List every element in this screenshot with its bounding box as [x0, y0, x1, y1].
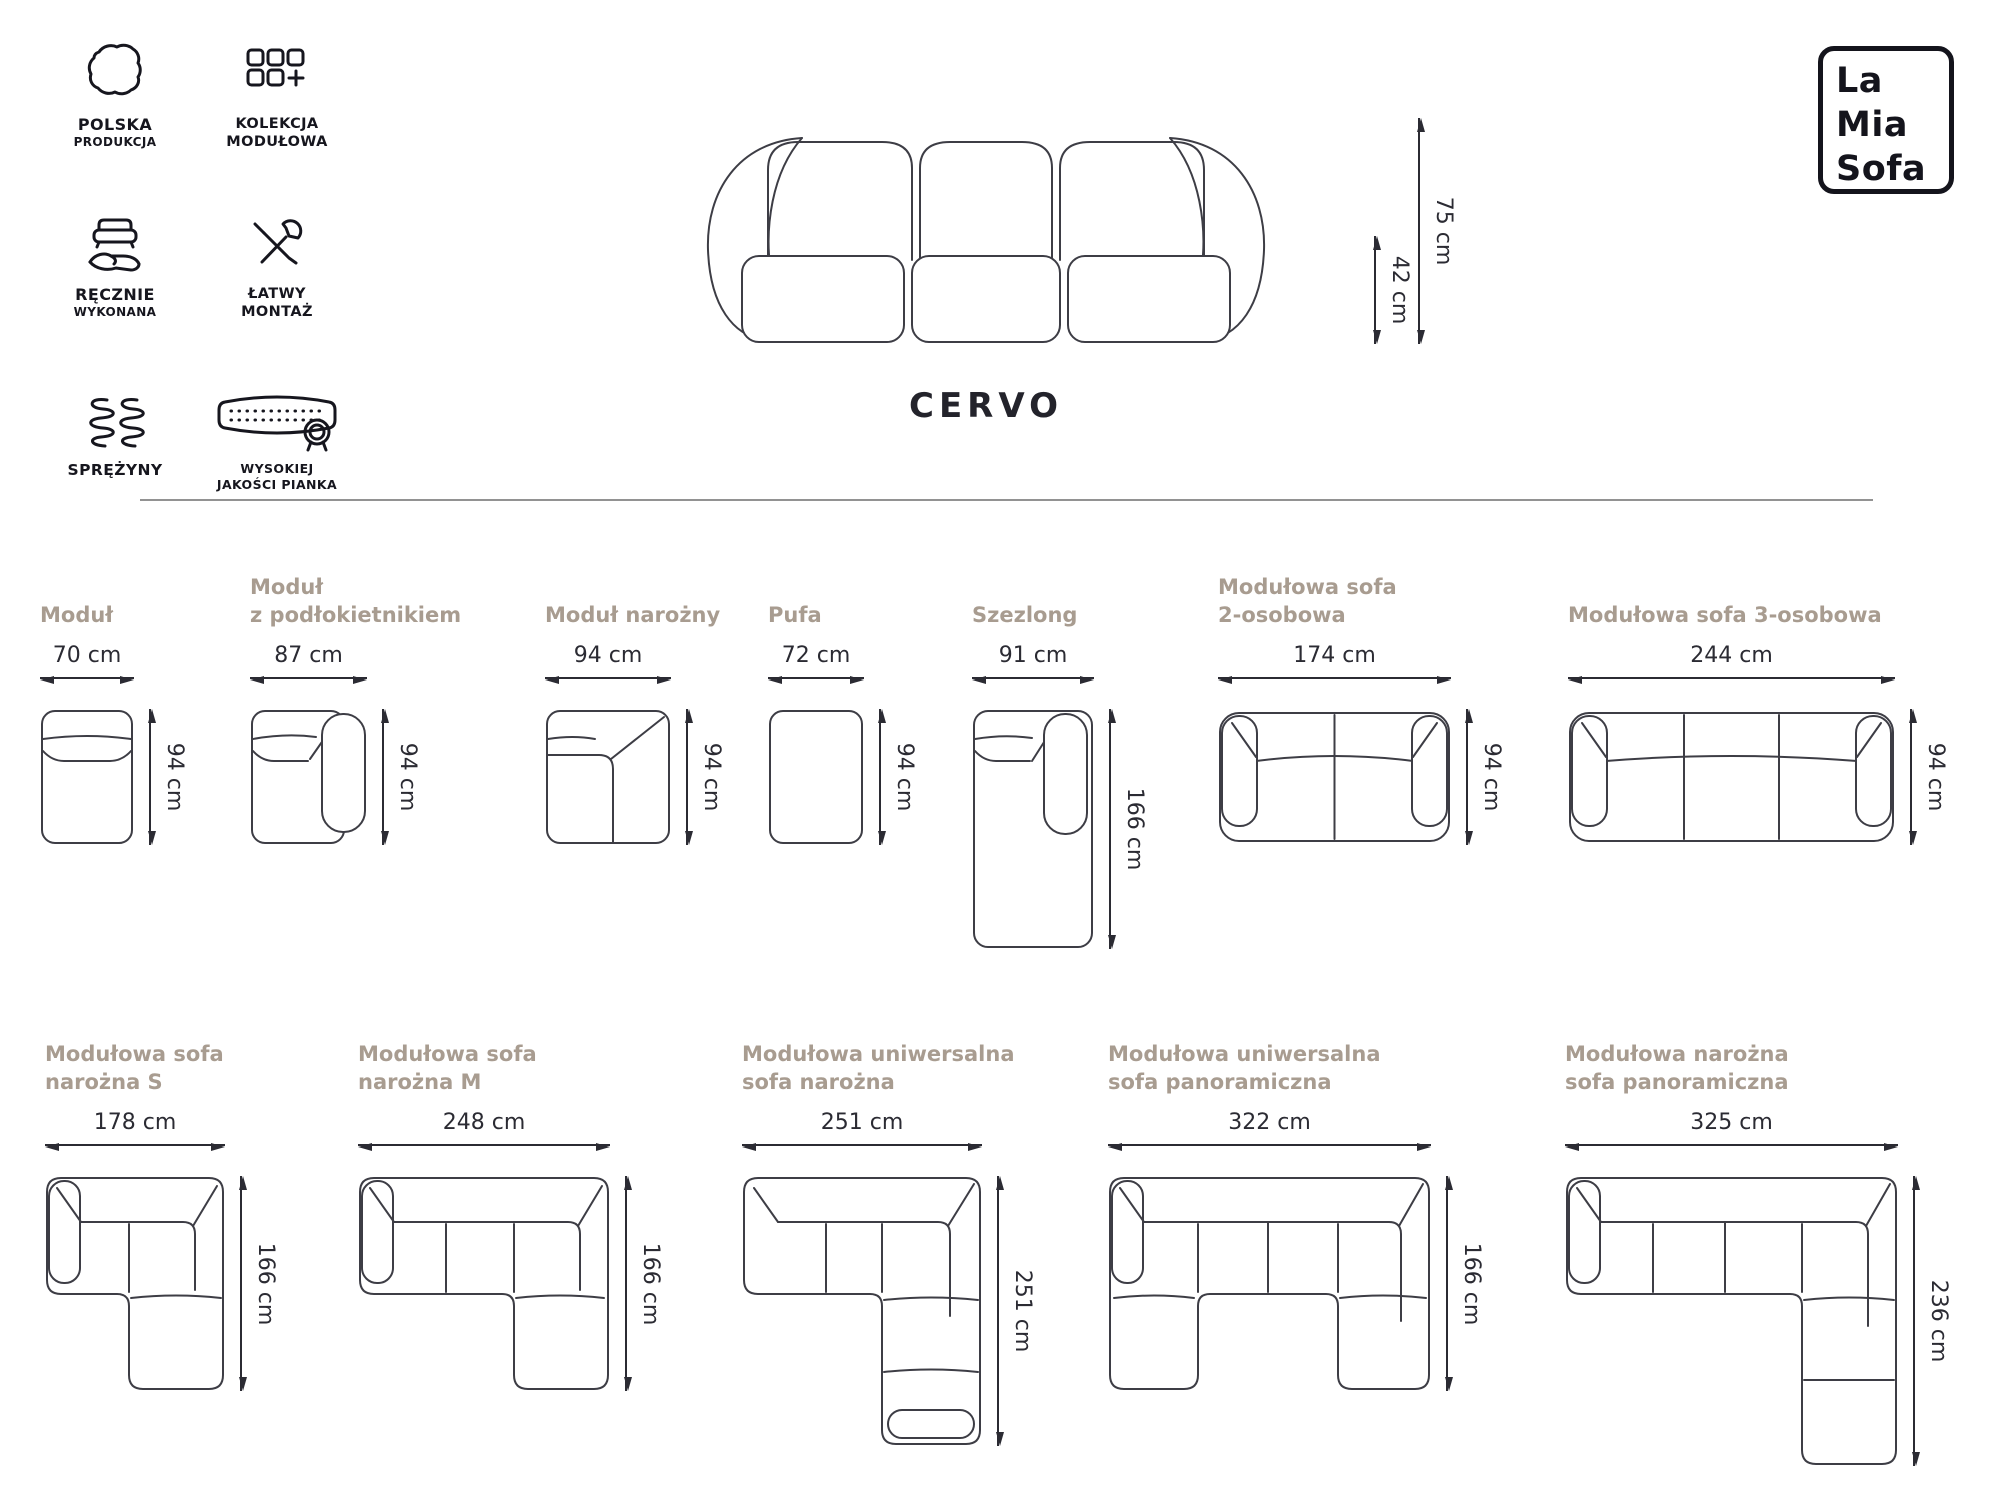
- width-arrow: [40, 677, 134, 679]
- width-arrow: [1565, 1144, 1898, 1146]
- height-arrow: [240, 1176, 242, 1391]
- total-height-arrow: [1418, 118, 1420, 344]
- width-dimension: 91 cm: [998, 643, 1068, 668]
- badge-label: WYSOKIEJ: [240, 461, 314, 476]
- figure-uniwersalna-sofa-narozna: [742, 1008, 1045, 1446]
- height-dimension: 166 cm: [1446, 1176, 1494, 1391]
- width-arrow: [1568, 677, 1895, 679]
- badge-sublabel: JAKOŚCI PIANKA: [216, 476, 338, 492]
- badge-label: KOLEKCJA: [235, 116, 319, 132]
- module-top-view-diagram: [1218, 709, 1451, 845]
- width-arrow: [545, 677, 671, 679]
- module-name: Modułowa sofa narożna M: [358, 1041, 537, 1094]
- width-arrow: [742, 1144, 982, 1146]
- badge-sublabel: PRODUKCJA: [73, 135, 157, 149]
- height-dimension: 94 cm: [1910, 709, 1958, 845]
- width-arrow: [45, 1144, 225, 1146]
- badge-label: POLSKA: [77, 115, 153, 134]
- module-name: Moduł narożny: [545, 602, 721, 627]
- width-dimension: 251 cm: [820, 1110, 904, 1135]
- height-arrow: [625, 1176, 627, 1391]
- height-dimension: 94 cm: [686, 709, 734, 845]
- width-dimension: 94 cm: [573, 643, 643, 668]
- module-name: Modułowa uniwersalna sofa narożna: [742, 1041, 1015, 1094]
- module-top-view-diagram: [1568, 709, 1895, 845]
- badge-icon-box: [241, 196, 313, 278]
- height-dimension: 166 cm: [1109, 709, 1157, 949]
- module-top-view-diagram: [545, 709, 671, 845]
- width-dimension: 178 cm: [93, 1110, 177, 1135]
- modules-row-2: [0, 1008, 2000, 1488]
- height-dimension: 251 cm: [997, 1176, 1045, 1446]
- figure-sofa-narozna-m: [358, 1008, 673, 1391]
- badge-kolekcja-modulowa: [196, 26, 358, 196]
- module-name: Modułowa narożna sofa panoramiczna: [1565, 1041, 1789, 1094]
- height-arrow: [1109, 709, 1111, 949]
- height-dimension: 94 cm: [149, 709, 197, 845]
- width-dimension: 244 cm: [1690, 643, 1773, 668]
- badge-sprezyny: [34, 372, 196, 492]
- badge-label: ŁATWY: [248, 286, 306, 302]
- figure-pufa: [768, 545, 927, 845]
- figure-modul: [40, 545, 197, 845]
- badge-sublabel: MODUŁOWA: [226, 134, 328, 151]
- badge-icon-box: [79, 26, 151, 108]
- module-top-view-diagram: [768, 709, 864, 845]
- figure-modul-z-podlokietnikiem: [250, 545, 461, 845]
- modular-collection-icon: [241, 44, 313, 108]
- easy-assembly-icon: [241, 210, 313, 278]
- badge-sublabel: MONTAŻ: [241, 304, 313, 321]
- badge-polska-produkcja: [34, 26, 196, 196]
- section-divider: [140, 499, 1873, 501]
- module-top-view-diagram: [1565, 1176, 1898, 1466]
- sofa-front-view-diagram: [676, 108, 1296, 343]
- module-name: Modułowa sofa 3-osobowa: [1568, 602, 1882, 627]
- logo-line: Mia: [1836, 105, 1908, 145]
- height-arrow: [1913, 1176, 1915, 1466]
- width-dimension: 72 cm: [781, 643, 851, 668]
- width-arrow: [768, 677, 864, 679]
- height-dimension: 166 cm: [240, 1176, 288, 1391]
- height-arrow: [382, 709, 384, 845]
- seat-height-dimension: [1374, 236, 1418, 344]
- figure-sofa-2-osobowa: [1218, 545, 1514, 845]
- width-arrow: [972, 677, 1094, 679]
- height-arrow: [997, 1176, 999, 1446]
- figure-narozna-sofa-panoramiczna: [1565, 1008, 1961, 1466]
- module-name: Moduł z podłokietnikiem: [250, 574, 462, 627]
- product-name: CERVO: [909, 386, 1063, 426]
- module-name: Modułowa sofa narożna S: [45, 1041, 224, 1094]
- height-dimension: 236 cm: [1913, 1176, 1961, 1466]
- width-dimension: 322 cm: [1228, 1110, 1311, 1135]
- module-name: Modułowa sofa 2-osobowa: [1218, 574, 1397, 627]
- total-height-value: 75 cm: [1431, 196, 1456, 266]
- module-name: Szezlong: [972, 602, 1078, 627]
- module-name: Moduł: [40, 602, 114, 627]
- badge-recznie-wykonana: [34, 196, 196, 372]
- module-top-view-diagram: [742, 1176, 982, 1446]
- module-top-view-diagram: [358, 1176, 610, 1391]
- width-arrow: [358, 1144, 610, 1146]
- hero-sofa-section: [640, 100, 1480, 460]
- badge-sublabel: WYKONANA: [73, 305, 157, 319]
- height-arrow: [686, 709, 688, 845]
- badge-icon-box: [214, 372, 340, 454]
- handmade-icon: [79, 210, 151, 278]
- height-dimension: 166 cm: [625, 1176, 673, 1391]
- width-arrow: [250, 677, 367, 679]
- feature-badges: [34, 26, 358, 492]
- width-arrow: [1218, 677, 1451, 679]
- badge-icon-box: [79, 372, 151, 454]
- height-arrow: [1446, 1176, 1448, 1391]
- width-dimension: 70 cm: [52, 643, 122, 668]
- figure-uniwersalna-sofa-panoramiczna: [1108, 1008, 1494, 1391]
- badge-label: SPRĘŻYNY: [67, 461, 163, 479]
- total-height-dimension: [1418, 118, 1462, 344]
- width-dimension: 174 cm: [1293, 643, 1376, 668]
- springs-icon: [79, 392, 151, 454]
- figure-szezlong: [972, 545, 1157, 949]
- badge-label: RĘCZNIE: [75, 285, 155, 304]
- poland-map-icon: [79, 36, 151, 108]
- height-arrow: [879, 709, 881, 845]
- la-mia-sofa-logo: [1818, 46, 1954, 194]
- modules-row-1: [0, 545, 2000, 1025]
- height-arrow: [1910, 709, 1912, 845]
- module-top-view-diagram: [972, 709, 1094, 949]
- height-dimension: 94 cm: [382, 709, 430, 845]
- width-dimension: 248 cm: [442, 1110, 526, 1135]
- figure-modul-narozny: [545, 545, 734, 845]
- badge-icon-box: [241, 26, 313, 108]
- width-dimension: 87 cm: [274, 643, 343, 668]
- module-top-view-diagram: [45, 1176, 225, 1391]
- module-name: Modułowa uniwersalna sofa panoramiczna: [1108, 1041, 1381, 1094]
- height-dimension: 94 cm: [1466, 709, 1514, 845]
- module-top-view-diagram: [250, 709, 367, 845]
- figure-sofa-3-osobowa: [1568, 545, 1958, 845]
- logo-line: La: [1836, 61, 1883, 101]
- badge-wysokiej-jakosci-pianka: [196, 372, 358, 492]
- badge-icon-box: [79, 196, 151, 278]
- logo-line: Sofa: [1836, 149, 1927, 189]
- height-arrow: [149, 709, 151, 845]
- module-top-view-diagram: [40, 709, 134, 845]
- width-dimension: 325 cm: [1690, 1110, 1773, 1135]
- figure-sofa-narozna-s: [45, 1008, 288, 1391]
- module-name: Pufa: [768, 602, 822, 627]
- badge-latwy-montaz: [196, 196, 358, 372]
- height-arrow: [1466, 709, 1468, 845]
- module-top-view-diagram: [1108, 1176, 1431, 1391]
- height-dimension: 94 cm: [879, 709, 927, 845]
- width-arrow: [1108, 1144, 1431, 1146]
- seat-height-arrow: [1374, 236, 1376, 344]
- seat-height-value: 42 cm: [1387, 255, 1412, 325]
- high-quality-foam-icon: [214, 388, 340, 454]
